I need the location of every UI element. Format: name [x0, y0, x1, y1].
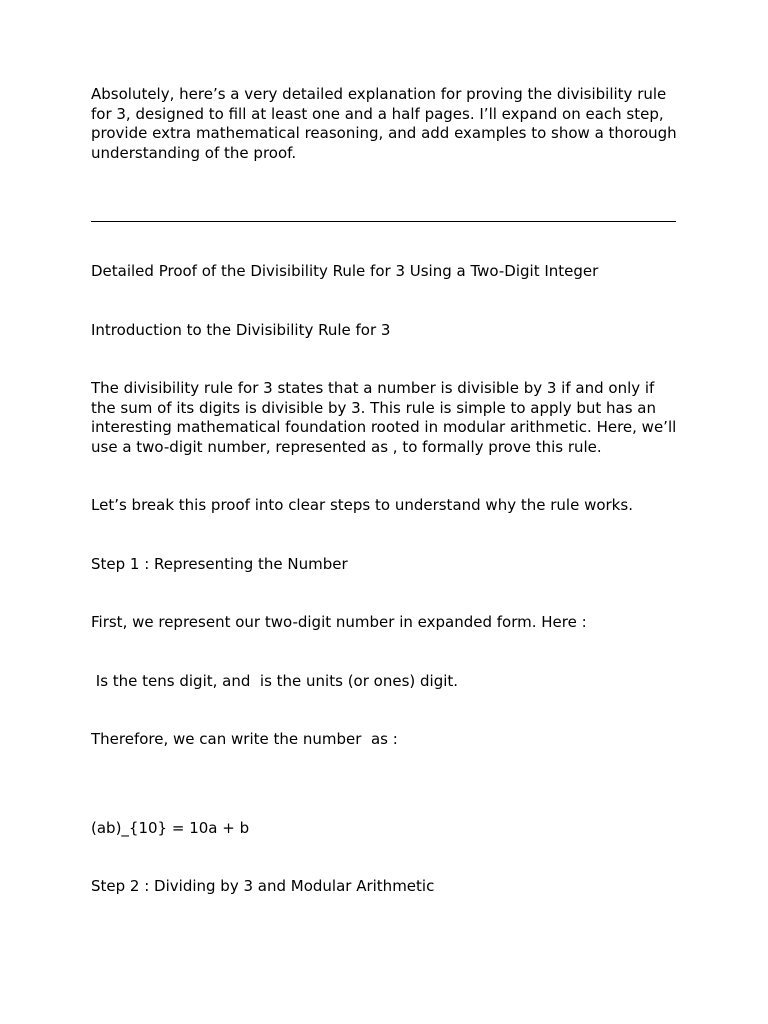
- document-page: [91, 85, 677, 897]
- step1-heading: Step 1 : Representing the Number: [91, 554, 348, 573]
- step2-heading: Step 2 : Dividing by 3 and Modular Arithmetic: [91, 877, 435, 895]
- formula-line: (ab)_{10} = 10a + b: [91, 818, 250, 837]
- horizontal-divider: [91, 221, 676, 222]
- break-down-paragraph: Let’s break this proof into clear steps to understand why the rule works.: [91, 496, 633, 514]
- therefore-paragraph: Therefore, we can write the number as :: [91, 730, 398, 748]
- intro-paragraph: Absolutely, here’s a very detailed explanation for proving the divisibility rule for 3, designed to fill at least one and a half pages. I’ll expand on each step, provide extra mathematical reasoning, and add examples to show a thorough understanding of the proof.: [91, 85, 677, 162]
- section-heading: Introduction to the Divisibility Rule for 3: [91, 320, 391, 339]
- tens-digit-paragraph: Is the tens digit, and is the units (or ones) digit.: [91, 671, 459, 690]
- step1-paragraph: First, we represent our two-digit number in expanded form. Here :: [91, 613, 587, 631]
- section-body-paragraph: The divisibility rule for 3 states that a number is divisible by 3 if and only if the sum of its digits is divisible by 3. This rule is simple to apply but has an interesting mathematical foundation rooted in modular arithmetic. Here, we’ll use a two-digit number, represented as , to formally prove this rule.: [91, 379, 677, 456]
- document-title: Detailed Proof of the Divisibility Rule for 3 Using a Two-Digit Integer: [91, 262, 599, 280]
